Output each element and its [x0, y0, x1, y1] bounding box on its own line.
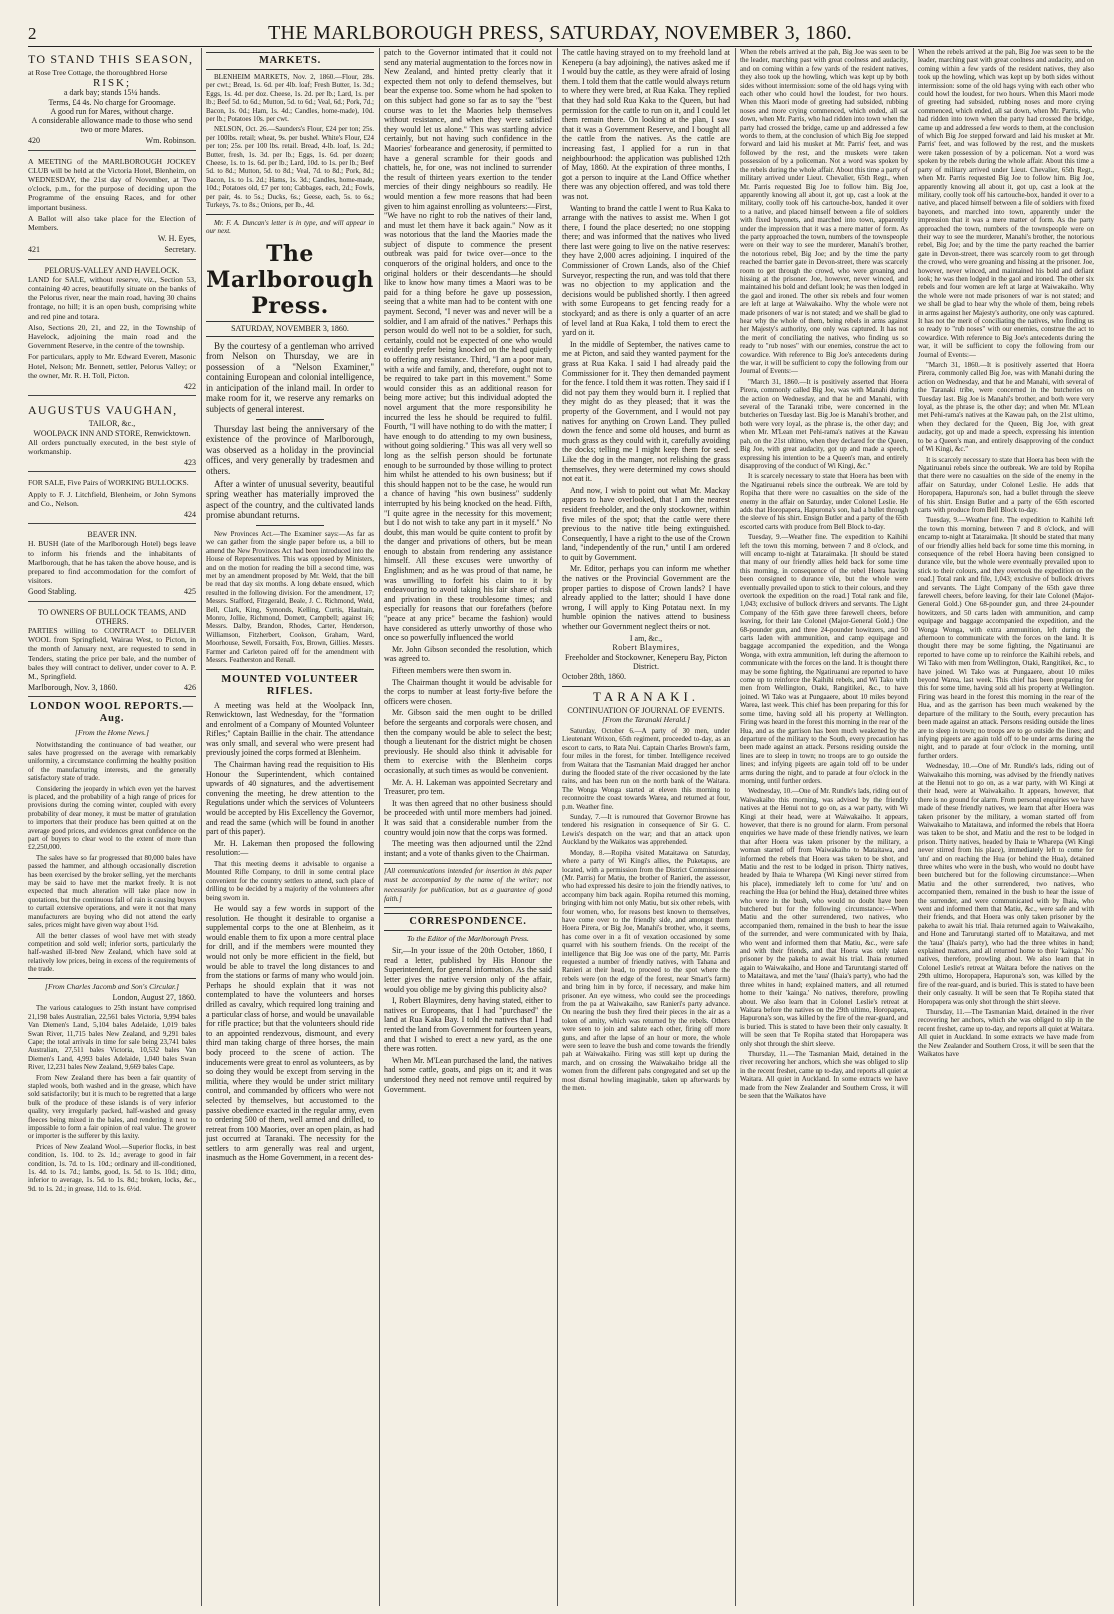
page-header — [28, 22, 1092, 47]
ad-heading: AUGUSTUS VAUGHAN, — [28, 403, 178, 418]
paragraph: "March 31, 1860.—It is positively asserted that Hoera Pirera, commonly called Big Joe, was with Manahi during the action on Wednesday, and that he and Manahi, with several of the Taranaki tribe, were concerned in the butcheries on Tuesday last. Big Joe is Manahi's brother, and both were very loyal, as the phrase is, the other day; and when Mr. M'Lean met Pehi-rama's natives at the Kawau pah, on the 21st ultimo, when they declared for the Queen, Big Joe, with great audacity, got up and made a speech, expressing his intention to be a Queen's man, and entirely disapproving of the conduct of Wi Kingi, &c." — [918, 361, 1094, 454]
source-line: [From the Home News.] — [75, 728, 149, 738]
ad-text: PARTIES willing to CONTRACT to DELIVER WOOL from Springfield, Wairau West, to Picton, in the month of January next, are requested to send in Tenders, stating the price per bale, and the number of bales they will contract to deliver, under cover to A. P. M., Springfield. — [28, 625, 196, 681]
article-rifles — [206, 701, 374, 1164]
article-rifles-cont — [384, 48, 552, 858]
paragraph: Sunday, 7.—It is rumoured that Governor Browne has tendered his resignation in consequence of Sir G. C. Lewis's despatch on the war; and that an attack upon Auckland by the Waikatos was apprehended. — [562, 813, 730, 847]
paragraph: And now, I wish to point out what Mr. Mackay appears to have overlooked, that I am the nearest resident freeholder, and the only stockowner, within five miles of the spot; that the cattle were there previous to the native title being extinguished. Consequently, I have a right to the use of the Crown land, "independently of the run," until I am ordered to quit by Government. — [562, 485, 730, 562]
ad-text: A MEETING of the MARLBOROUGH JOCKEY CLUB will be held at the Victoria Hotel, Blenheim, on WEDNESDAY, the 21st day of November, at Two o'clock, p.m., for the purpose of deciding upon the Programme of the ensuing Races, and for other important business. — [28, 156, 196, 212]
divider — [562, 686, 730, 687]
ad-text: a dark bay; stands 15¼ hands. — [63, 88, 161, 98]
paragraph: When the rebels arrived at the pah, Big Joe was seen to be the leader, marching past with great coolness and audacity, and on coming within a few yards of the resident natives, they also took up the howling, which was kept up by both sides without intermission: some of the old hags vying with each other who could howl the loudest, for two hours. When this Maori mode of greeting had subsided, rubbing noses and more crying commenced, which ended, all sat down, when Mr. Parris, who had ridden into town when the party had crossed the bridge, came up and addressed a few words to them, at the conclusion of which Big Joe stepped forward and laid his musket at Mr. Parris' feet, and was followed by the rest, and the muskets were taken possession of by a policeman. Not a word was spoken by the rebels during the whole affair. About this time a party of military arrived under Lieut. Chevalier, 65th Regt., when Mr. Parris requested Big Joe to follow him. Big Joe, apparently knowing all about it, got up, cast a look at the military, coolly took off his cartouche-box, handed it over to a native, and placed himself between a file of soldiers with fixed bayonets, and marched into town, apparently under the impression that it was a mere matter of form. As the party approached the town, numbers of the townspeople were on their way to see the murderer, Manahi's brother, the notorious rebel, Big Joe; and by the time the party reached the barrier gate in Devon-street, there was scarcely room to get through the crowd, who were groaning and hissing at the prisoner. Joe, however, never winced, and maintained his bold and defiant look; he was then lodged in the gaol and ironed. The other six rebels and four women are left at large at Waiwakaiho. Why the whole were not made prisoners of war is not stated; and we shall be glad to hear why the whole of them, being rebels in arms against her Majesty's authority, one only was captured. It has not the merit of conciliating the natives, who finding us so ready to "rub noses" with our enemies, construe the act to cowardice. With reference to Big Joe's antecedents during the war, it will be sufficient to copy the following from our Journal of Events:— — [740, 48, 908, 376]
ad-number: 425 — [184, 587, 196, 597]
issue-date: SATURDAY, NOVEMBER 3, 1860. — [206, 321, 374, 336]
column-1 — [28, 48, 196, 1606]
paragraph: Fifteen members were then sworn in. — [392, 666, 512, 675]
ad-role: Secretary. — [164, 245, 196, 255]
paragraph: It is scarcely necessary to state that Hoera has been with the Ngatiruanui rebels since the outbreak. We are told by Ropiha that there were no casualties on the side of the enemy in the affair on Saturday, under Colonel Leslie. He adds that Horopapera, Hapurona's son, had a bullet through the sleeve of his shirt. Ensign Butler and a party of the 65th escorted carts with produce from Bell Block to-day. — [740, 472, 908, 531]
letter-closing: I am, &c., — [629, 633, 663, 643]
column-rule — [557, 48, 558, 1606]
addressee: To the Editor of the Marlborough Press. — [407, 934, 529, 944]
ad-footer — [28, 245, 196, 254]
section-heading: CORRESPONDENCE. — [384, 913, 552, 931]
ad-number: 426 — [184, 683, 196, 693]
article-taranaki — [562, 727, 730, 1092]
ad-text: For particulars, apply to Mr. Edward Everett, Masonic Hotel, Nelson; Mr. Bennett, settler, Pelorus Valley; or the owner, Mr. R. H. Toll, Picton. — [28, 352, 196, 380]
article-taranaki-journal — [918, 48, 1094, 1058]
paragraph: BLENHEIM MARKETS, Nov. 2, 1860.—Flour, 28s. per cwt.; Bread, 1s. 6d. per 4lb. loaf; Fresh Butter, 1s. 3d.; Eggs, 1s. 4d. per doz. Cheese, 1s. 2d. per lb.; Lard, 1s. per lb.; Beef 5d. to 6d.; Mutton, 5d. to 6d.; Veal, 6d.; Pork, 7d.; Bacon, 1s. 0d.; Ham, 1s. 4d.; Candles, home-made), 10d. per lb.; Potatoes 10s. per cwt. — [206, 73, 374, 124]
ad-heading: TO STAND THIS SEASON, — [28, 52, 194, 66]
article-wool — [28, 741, 196, 1194]
column-3 — [384, 48, 552, 1606]
ad-number: 423 — [184, 458, 196, 468]
ad-text: LAND for SALE, without reserve, viz., Section 53, containing 40 acres, beautifully situate on the banks of the Pelorus river, near the main road, having 30 chains frontage, no hill; it is an open bush, comprising white and red pine and totara. — [28, 274, 196, 321]
divider — [206, 214, 374, 215]
column-rule — [735, 48, 736, 1606]
ad-text: Apply to F. J. Litchfield, Blenheim, or John Symons and Co., Nelson. — [28, 489, 196, 508]
ad-heading: PELORUS-VALLEY AND HAVELOCK. — [44, 265, 180, 275]
column-4 — [562, 48, 730, 1606]
divider — [256, 419, 323, 420]
ad-text: Also, Sections 20, 21, and 22, in the Township of Havelock, adjoining the main road and the Government Reserve, in the centre of the township. — [28, 322, 196, 351]
ad-signature: Wm. Robinson. — [145, 136, 196, 146]
paragraph: By the courtesy of a gentleman who arrived from Nelson on Thursday, we are in possession of a "Nelson Examiner," containing European and colonial intelligence, in anticipation of the inland mail. In order to make room for it, we reserve any remarks on subjects of general interest. — [206, 340, 374, 415]
ad-pelorus-land — [28, 263, 196, 397]
column-rule — [201, 48, 202, 1606]
ad-text: Terms, £4 4s. No charge for Groomage. — [48, 97, 176, 107]
ad-footer — [28, 587, 196, 596]
article-taranaki-cont — [740, 48, 908, 1100]
ad-wool-contract — [28, 605, 196, 698]
horse-name: RISK; — [92, 77, 132, 90]
column-rule — [379, 48, 380, 1606]
paragraph: In the middle of September, the natives came to me at Picton, and said they wanted payment for the grass at Rua Kaka. I said I had already paid the Commissioner for it. They then demanded payment for the fence. I told them it was rotten. They said if I did not pay them they would burn it. I replied that they might do as they pleased; that it was the property of the Government, and I would not pay natives for anything on Crown Land. They pulled down the fence and some old houses, and burnt as much grass as they could with it, carefully avoiding the docks; telling me I might keep them for seed. Like the dog in the manger, not relishing the grass themselves, they were determined my cows should not eat it. — [562, 339, 730, 484]
paragraph: Wanting to brand the cattle I went to Rua Kaka to arrange with the natives to assist me. When I got there, I found the place deserted; no one stopping there; and was informed that the natives who lived there last were going to live on the native reserves: they have 2,000 acres adjoining. I inquired of the Commissioner of Crown Lands, also of the Chief Surveyor, respecting the run, and was told that there was no objection to my application and the decisions would be published shortly. I then agreed with some Europeans to get fencing ready for a stockyard; and as there is only a quarter of an acre of level land at Rua Kaka, I told them to erect the yard on it. — [562, 203, 730, 338]
editor-notice: [All communications intended for insertion in this paper must be accompanied by the name of the writer; not necessarily for publication, but as a guarantee of good faith.] — [384, 863, 552, 908]
paragraph: Thursday last being the anniversary of the existence of the province of Marlborough, was observed as a holiday in the provincial offices, and very generally by tradesmen and others. — [206, 423, 374, 477]
paragraph: The Chairman thought it would be advisable for the corps to number at least forty-five before the officers were chosen. — [384, 677, 552, 706]
letter-title: Freeholder and Stockowner, Keneperu Bay, Picton District. — [564, 652, 727, 672]
paragraph: When the rebels arrived at the pah, Big Joe was seen to be the leader, marching past with great coolness and audacity, and on coming within a few yards of the resident natives, they also took up the howling, which was kept up by both sides without intermission: some of the old hags vying with each other who could howl the loudest, for two hours. When this Maori mode of greeting had subsided, rubbing noses and more crying commenced, which ended, all sat down, when Mr. Parris, who had ridden into town when the party had crossed the bridge, came up and addressed a few words to them, at the conclusion of which Big Joe stepped forward and laid his musket at Mr. Parris' feet, and was followed by the rest, and the muskets were taken possession of by a policeman. Not a word was spoken by the rebels during the whole affair. About this time a party of military arrived under Lieut. Chevalier, 65th Regt., when Mr. Parris requested Big Joe to follow him. Big Joe, apparently knowing all about it, got up, cast a look at the military, coolly took off his cartouche-box, handed it over to a native, and placed himself between a file of soldiers with fixed bayonets, and marched into town, apparently under the impression that it was a mere matter of form. As the party approached the town, numbers of the townspeople were on their way to see the murderer, Manahi's brother, the notorious rebel, Big Joe; and by the time the party reached the barrier gate in Devon-street, there was scarcely room to get through the crowd, who were groaning and hissing at the prisoner. Joe, however, never winced, and maintained his bold and defiant look; he was then lodged in the gaol and ironed. The other six rebels and four women are left at large at Waiwakaiho. Why the whole were not made prisoners of war is not stated; and we shall be glad to hear why the whole of them, being rebels in arms against her Majesty's authority, one only was captured. It has not the merit of conciliating the natives, who finding us so ready to "rub noses" with our enemies, construe the act to cowardice. With reference to Big Joe's antecedents during the war, it will be sufficient to copy the following from our Journal of Events:— — [918, 48, 1094, 359]
ad-text: A Ballot will also take place for the Election of Members. — [28, 213, 196, 233]
paragraph: Saturday, October 6.—A party of 30 men, under Lieutenant Wrixon, 65th regiment, proceeded to-day, as an escort to carts, to Rata Nui. Captain Charles Brown's farm, four miles in the forest, for timber. Intelligence received from Waitara that the Tasmanian Maid dragged her anchor during the flooded state of the river occasioned by the late rains, and has been run on the north bank of the Waitara. The Wonga Wonga started at eleven this morning to reconnoitre the coast towards Warea, and returned at four, p.m. Weather fine. — [562, 727, 730, 811]
paragraph: The various catalogues to 25th instant have comprised 21,198 bales Australian, 22,561 bales Victoria, 9,994 bales Van Diemen's Land, 5,104 bales Adelaide, 1,019 bales Swan River, 11,715 bales New Zealand, and 9,291 bales Cape; the total arrivals in time for sale being 23,741 bales Australian, 27,511 bales Victoria, 10,532 bales Van Diemen's Land, 4,993 bales Adelaide, 1,040 bales Swan River, 12,231 bales New Zealand, 9,669 bales Cape. — [28, 1004, 196, 1072]
paragraph: All the better classes of wool have met with steady competition and sold well; inferior sorts, particularly the half-washed ill-bred New Zealand, which have sold at relatively low prices, being in excess of the requirements of the trade. — [28, 931, 196, 974]
ad-footer — [28, 136, 196, 145]
paragraph: Mr. John Gibson seconded the resolution, which was agreed to. — [384, 644, 552, 664]
paragraph: It is scarcely necessary to state that Hoera has been with the Ngatiruanui rebels since the outbreak. We are told by Ropiha that there were no casualties on the side of the enemy in the affair on Saturday, under Colonel Leslie. He adds that Horopapera, Hapurona's son, had a bullet through the sleeve of his shirt. Ensign Butler and a party of the 65th escorted carts with produce from Bell Block to-day. — [918, 455, 1094, 514]
column-rule — [913, 48, 914, 1606]
paragraph: It was then agreed that no other business should be proceeded with until more members had joined. It was said that a considerable number from the country would join now that the corps was formed. — [384, 798, 552, 837]
letter-date: October 28th, 1860. — [562, 672, 626, 681]
resolution: That this meeting deems it advisable to organise a Mounted Rifle Company, to drill in some central place convenient for the country settlers to attend, such place of drilling to be decided by a majority of the volunteers after being sworn in. — [206, 860, 374, 902]
letter-cont — [562, 48, 730, 682]
ad-number: 421 — [28, 245, 40, 255]
column-5 — [740, 48, 908, 1606]
paragraph: The meeting was then adjourned until the 22nd instant; and a vote of thanks given to the Chairman. — [384, 839, 552, 858]
ad-text: FOR SALE, Five Pairs of WORKING BULLOCKS. — [28, 478, 189, 488]
section-heading: TARANAKI. — [592, 688, 700, 704]
letter — [384, 946, 552, 1094]
ad-number: 422 — [184, 382, 196, 392]
paragraph: NELSON, Oct. 26.—Saunders's Flour, £24 per ton; 25s. per 100lbs. retail; wheat, 9s. per bushel. White's Flour, £24 per ton; 25s. per 100 lbs. retail. Bread, 4-lb. loaf, 1s. 2d.; Butter, fresh, 1s. 3d. per lb.; Eggs, 1s. 6d. per dozen; Cheese, 1s. to 1s. 6d. per lb.; Lard, 10d. to 1s. per lb.; Beef 5d. to 8d.; Mutton, 5d. to 8d.; Veal, 7d. to 8d.; Pork, 8d.; Bacon, 1s. to 1s. 2d.; Hams, 1s. 3d.; Candles, home-made, 10d.; Potatoes old, £7 per ton; Cabbages, each, 2d.; Fowls, per pair, 4s. to 5s.; Ducks, 6s.; Geese, each, 5s. to 6s.; Turkeys, 7s. to 8s.; Onions, per lb., 4d. — [206, 125, 374, 210]
ad-text: WOOLPACK INN AND STORE, Renwicktown. — [33, 428, 191, 438]
paragraph: Notwithstanding the continuance of bad weather, our sales have progressed on the average with remarkably uniformity, a circumstance confirming the healthy position of the manufacturing interests, and the generally satisfactory state of trade. — [28, 740, 196, 783]
paragraph: Mr. Editor, perhaps you can inform me whether the natives or the Provincial Government are the proper parties to dispose of Crown lands? I have already applied to the latter; should I have done wrong, I will apply to King Potatau next. In my humble opinion the natives attend to business whether our Government neglect theirs or not. — [562, 564, 730, 632]
paragraph: He would say a few words in support of the resolution. He thought it desirable to organise a supplemental corps to the one at Blenheim, as it would enable them to fix upon a more central place for drill, and if the members were mounted they would not only be more efficient in the field, but would be able to travel the long distances to and from the stations or farms of many who would join. Perhaps he should explain that it was not contemplated to have the volunteers and horses drilled as cavalry, which required long training and a particular class of horse, and would be unavailable for rifle practice; but that the volunteers should ride to an appointed rendezvous, dismount, and every third man taking charge of three horses, the main body proceed to the scene of action. The inducements were great to enrol as volunteers, as by so doing they would be except from serving in the militia, where they would be under strict military control, and commanded by officers who were not selected by themselves, but accustomed to the passive obedience exacted in the regular army, even to ordering 500 of them, well armed and drilled, to retreat from 100 Maories, over an open plain, as had just occurred at Taranaki. The necessity for the settlers to arm generally was real and urgent, inasmuch as the Home Government, in a recent des- — [206, 904, 374, 1163]
paragraph: The Chairman having read the requisition to His Honour the Superintendent, which contained upwards of 40 signatures, and the advertisement convening the meeting, he drew attention to the Regulations under which the services of Volunteers would be accepted by His Excellency the Governor, and read the same (which will be found in another part of this paper). — [206, 760, 374, 837]
ad-heading: TO OWNERS OF BULLOCK TEAMS, AND OTHERS. — [37, 607, 187, 626]
paragraph: Sir,—In your issue of the 20th October, 1860, I read a letter, published by His Honour the Superintendent, for general information. As the said letter gives the native version only of the affair, would you oblige me by giving this publicity also? — [384, 946, 552, 994]
ad-number: 420 — [28, 136, 40, 146]
paragraph: After a winter of unusual severity, beautiful spring weather has materially improved the aspect of the country, and the cultivated lands promise abundant returns. — [206, 478, 374, 521]
ad-text: Good Stabling. — [28, 587, 77, 597]
paragraph: Thursday, 11.—The Tasmanian Maid, detained in the river recovering her anchors, which she was obliged to slip in the recent freshet, came up to-day, and reports all quiet at Waitara. All quiet in Auckland. In some extracts we have made from the New Zealander and Southern Cross, it will be seen that the Waikatos have — [918, 1007, 1094, 1058]
paragraph: Thursday, 11.—The Tasmanian Maid, detained in the river recovering her anchors, which she was obliged to slip in the recent freshet, came up to-day, and reports all quiet at Waitara. All quiet in Auckland. In some extracts we have made from the New Zealander and Southern Cross, it will be seen that the Waikatos have — [740, 1049, 908, 1100]
markets — [206, 73, 374, 210]
paragraph: I, Robert Blaymires, deny having stated, either to natives or Europeans, that I had "purchased" the land at Rua Kaka Bay. I told the natives that I had rented the land from Government for fourteen years, and that I wished to erect a new yard, as the one there was rotten. — [384, 996, 552, 1054]
ad-text: H. BUSH (late of the Marlborough Hotel) begs leave to inform his friends and the inhabitants of Marlborough, that he has taken the above house, and is prepared to find accommodation for the comfort of visitors. — [28, 539, 196, 586]
page-number: 2 — [28, 24, 37, 43]
masthead: THE MARLBOROUGH PRESS, SATURDAY, NOVEMBER 3, 1860. — [268, 22, 852, 44]
ad-stallion — [28, 48, 196, 151]
divider — [256, 525, 323, 526]
paragraph: A meeting was held at the Woolpack Inn, Renwicktown, last Wednesday, for the "formation and enrolment of a Company of Mounted Volunteer Rifles;" Captain Baillie in the chair. The attendance was only small, and several who were present had previously joined the corps formed at Blenheim. — [206, 700, 374, 758]
ad-text: All orders punctually executed, in the best style of workmanship. — [28, 437, 196, 456]
ad-text: A good run for Mares, without charge. — [50, 106, 174, 116]
paragraph: From New Zealand there has been a fair quantity of stapled wools, both washed and in the grease, which have sold satisfactorily; but it is much to be regretted that a large bulk of the produce of these islands is of very inferior quality, very irregularly packed, half-washed and greasy fleeces being mixed in the bales, and rendering it next to impossible to form a fair opinion of real value. The grower or importer is the sufferer by this laxity. — [28, 1073, 196, 1141]
paragraph: New Provinces Act.—The Examiner says:—As far as we can gather from the single paper before us, a bill to amend the New Provinces Act had been introduced into the House of Representatives. This was opposed by Ministers, and on the motion for reading the bill a second time, was met by an amendment proposed by Mr. Weld, that the bill be read that day six months. A long debate ensued, which resulted in the following division. For the amendment, 17; Messrs. Stafford, Fitzgerald, Beale, J. C. Richmond, Weld, Bell, Clark, King, Symonds, Kelling, Curtis, Haultain, Monro, Jollie, Richmond, Domett, Campbell; against 16; Messrs. Dalby, Brandon, Rhodes, Carter, Henderson, Williamson, Fitzherbert, Cookson, Graham, Ward, Moorhouse, Sewell, Forsaith, Fox, Brown, Gillies. Messrs. Farmer and Carleton paired off for the amendment with Messrs. Featherston and Renall. — [206, 530, 374, 665]
paragraph: Wednesday, 10.—One of Mr. Rundle's lads, riding out of Waiwakaiho this morning, was advised by the friendly natives at the Henui not to go on, as a war party, with Wi Kingi at their head, were at Waiwakaiho. It appears, however, that there is no ground for alarm. From personal enquiries we have made of these friendly natives, we learn that after Hoera was taken prisoner by the military, a woman started off from Waiwakaiho to Mataitawa, and informed the rebels that Hoera was taken to be shot, and Matiu and the rest to be lodged in prison. Thirty natives, headed by Ihaia te Wharepa (Wi Kingi never stirred from his place), immediately left to come for 'utu' and on reaching the Hua (or behind the Hua), detained three whites who were in the bush, who would no doubt have been butchered but for the following circumstance:—When Matiu and the other surrendered, two natives, who accompanied them, remained in the bush to hear the issue of the surrender, and were communicated with by Ihaia, who went and informed them that Matiu, &c., were safe and with their friends, and that Hoera was only taken prisoner by the pakeha to await his trial. Ihaia returned again to Waiwakaiho, and Hone and Tarurutangi started off to Mataitawa, and met the 'taua' (Ihaia's party), who had the three whites in hand; explained matters, and all returned home to their 'kainga.' No natives, therefore, prowling about. We also learn that in Colonel Leslie's retreat at Waitara before the natives on the 29th ultimo, Horopapera, Hapurona's son, was killed by the fire of the rear-guard, and is buried. This is stated to have been their only casualty. It will be seen that Te Ropiha stated that Horopapera was only shot through the shirt sleeve. — [740, 787, 908, 1048]
paragraph: Mr. A. H. Lakeman was appointed Secretary and Treasurer, pro tem. — [384, 777, 552, 797]
column-2 — [206, 48, 374, 1606]
source-line: [From Charles Jacomb and Son's Circular.] — [45, 981, 179, 991]
ad-beaver-inn — [28, 527, 196, 601]
paragraph: Considering the jeopardy in which even yet the harvest is placed, and the probability of a high range of prices for provisions during the coming winter, coupled with every probability of dear money, it must be matter of gratulation to importers that their produce has been quitted at on the average good prices, and evidences great confidence on the part of buyers to clear wool to the extent of more than £2,250,000. — [28, 784, 196, 852]
ad-jockey-club — [28, 154, 196, 260]
ad-signature: W. H. Eyes, — [157, 234, 196, 244]
ad-tailor — [28, 399, 196, 472]
paragraph: The cattle having strayed on to my freehold land at Keneperu (a bay adjoining), the natives asked me if I would buy the cattle, as they were afraid of losing them. I told them that the cattle would always return to where they were bred, at Rua Kaka. They replied that they had sold Rua Kaka to the Queen, but had permission for the cattle to run on it, and I could let them remain there. On looking at the plan, I saw that it was a Government Reserve, and I bought all the cattle from the natives. As the cattle are increasing fast, I applied for a run in that neighbourhood: the application was published 12th of May, 1860. At the expiration of three months, I got a person to inquire at the Land Office whether there was any objection offered, and was told there was not. — [562, 48, 730, 201]
section-heading: MOUNTED VOLUNTEER RIFLES. — [221, 673, 359, 697]
paragraph: When Mr. M'Lean purchased the land, the natives had some cattle, goats, and pigs on it; and it was understood they need not remove until required by Government. — [384, 1055, 552, 1094]
ad-text: at Rose Tree Cottage, the thoroughbred Horse — [28, 68, 168, 77]
dateline: London, August 27, 1860. — [112, 992, 196, 1002]
paragraph: patch to the Governor intimated that it could not send any material augmentation to the forces now in New Zealand, and hinted pretty clearly that it expected them not only to defend themselves, but bear the expense too. Some whom he had spoken to on this subject had gone so far as to say the "best course was to let the Maories help themselves without resistance, and when they were satisfied they would let us alone." This was startling advice certainly, but not having such confidence in the Maories' forbearance and generosity, if permitted to have a general scramble for their goods and chattels, he, for one, was not inclined to surrender the result of thirteen years exertion to the tender mercies of their dingy neighbours so readily. He would mention a few more reasons that had been given to him against enrolling as volunteers:—First, "We have no right to rob the natives of their land, and must let them have it back again." Now as it was notorious that the land the Maories made the subject of dispute to commence the present outbreak was paid for twice over—once to the conquerors of the original holders, and once to the original holders or their descendants—he should like to know how many times a Maori was to be paid for a thing before he gave up possession, seeing that a white man had to be content with one payment. Second, "I never was and never will be a soldier, and I am afraid of the natives." Perhaps this person would do well not to be a soldier, for such, certainly, could not be expected of one who would evidently prefer being knocked on the head quietly to offering any resistance. Third, "I am a poor man, with a wife and family, and, therefore, ought not to be required to take part in this movement." Some would consider this as an additional reason for being more active; but this individual adopted the novel argument that the more responsibility he incurred the less he should be required to fulfil. Fourth, "I will have nothing to do with the matter; I have enough to do attending to my own business, without going soldiering." This was all very well so long as the selfish person should be fortunate enough to be surrounded by those willing to protect him whilst he attended to his own business; but if this should happen not to be the case, he would run a chance of having "his own business" suddenly interrupted by his being knocked on the head. Fifth, "I quite agree in the necessity for this movement; but I do not wish to take any part in it myself." No doubt, this man would be quite content to profit by the danger and privations of others, but be mean enough to abstain from rendering any assistance himself. All these excuses were unworthy of Englishmen; and as he was proud of that name, he was unwilling to forfeit his claim to it by endeavouring to avoid taking his fair share of risk and privation in these troublesome times; and especially for reasons that our forefathers (before "peace at any price" became the fashion) would have considered as utterly unworthy of those who once so powerfully influenced the world — [384, 48, 552, 643]
paragraph: Tuesday, 9.—Weather fine. The expedition to Kaihihi left the town this morning, between 7 and 8 o'clock, and will encamp to-night at Tataraimaka. [It should be stated that many of our friendly allies held back for some time this morning, in consequence of the rebel Hoera having been consigned to durance vile, but the whole were eventually prevailed upon to stick to their colours, and they overtook the expedition on the road.] Total rank and file, 1,043; exclusive of bullock drivers and servants. The Light Company of the 65th gave three farewell cheers, before leaving, for their late Colonel (Major-General Gold.) One 68-pounder gun, and three 24-pounder howitzers, and 50 carts laden with ammunition, and camp equipage and baggage accompanied the expedition, and the Wonga Wonga, with extra ammunition, left during the afternoon to communicate with the forces on the land. It is thought there may be some fighting, the Ngatiruanui are reported to have come up to reinforce the Kaihihi rebels, and Wi Tako with men from Wellington, Otaki, Rangitikei, &c., to have joined. Wi Tako was at Pungaaere, about 10 miles beyond Warea, last week. This chief has been preparing for this for some time, having sold all his property at Wellington. Firing was heard in the forest this morning in the rear of the Hua, and as the garrison has been much weakened by the departure of the military to the South, every precaution has been made against an attack. Persons residing outside the lines are to sleep in town; no troops are to go outside the lines; and infying pigeets are again told off to be under arms during the night, and to parade at four o'clock in the morning, until further orders. — [740, 533, 908, 785]
section-heading: LONDON WOOL REPORTS.—Aug. — [30, 701, 194, 725]
divider — [28, 978, 196, 979]
ad-heading: BEAVER INN. — [87, 530, 137, 540]
column-6 — [918, 48, 1094, 1606]
paragraph: The sales have so far progressed that 80,000 bales have passed the hammer, and although occasionally discretion has been exercised by the broker selling, yet the merchants may be said to have met the market freely. It is not expected that much alteration will take place now in quotations, but the continuous fall of rain is causing buyers to curtail extensive operations, and were it not that many manufacturers are buying who did not attend the early sales, prices might have given way about 1½d. — [28, 853, 196, 930]
newspaper-title: The Marlborough Press. — [206, 241, 374, 320]
divider — [206, 669, 374, 670]
paragraph: Mr. Gibson said the men ought to be drilled before the sergeants and corporals were chosen, and then the company would be able to select the best; though a lieutenant for the district might be chosen previously. He should also think it advisable for them to exercise with the Blenheim corps occasionally, at such times as would be convenient. — [384, 708, 552, 775]
source-line: [From the Taranaki Herald.] — [601, 714, 691, 724]
paragraph: Wednesday, 10.—One of Mr. Rundle's lads, riding out of Waiwakaiho this morning, was advised by the friendly natives at the Henui not to go on, as a war party, with Wi Kingi at their head, were at Waiwakaiho. It appears, however, that there is no ground for alarm. From personal enquiries we have made of these friendly natives, we learn that after Hoera was taken prisoner by the military, a woman started off from Waiwakaiho to Mataitawa, and informed the rebels that Hoera was taken to be shot, and Matiu and the rest to be lodged in prison. Thirty natives, headed by Ihaia te Wharepa (Wi Kingi never stirred from his place), immediately left to come for 'utu' and on reaching the Hua (or behind the Hua), detained three whites who were in the bush, who would no doubt have been butchered but for the following circumstance:—When Matiu and the other surrendered, two natives, who accompanied them, remained in the bush to hear the issue of the surrender, and were communicated with by Ihaia, who went and informed them that Matiu, &c., were safe and with their friends, and that Hoera was only taken prisoner by the pakeha to await his trial. Ihaia returned again to Waiwakaiho, and Hone and Tarurutangi started off to Mataitawa, and met the 'taua' (Ihaia's party), who had the three whites in hand; explained matters, and all returned home to their 'kainga.' No natives, therefore, prowling about. We also learn that in Colonel Leslie's retreat at Waitara before the natives on the 29th ultimo, Horopapera, Hapurona's son, was killed by the fire of the rear-guard, and is buried. This is stated to have been their only casualty. It will be seen that Te Ropiha stated that Horopapera was only shot through the shirt sleeve. — [918, 762, 1094, 1006]
paragraph: "March 31, 1860.—It is positively asserted that Hoera Pirera, commonly called Big Joe, was with Manahi during the action on Wednesday, and that he and Manahi, with several of the Taranaki tribe, were concerned in the butcheries on Tuesday last. Big Joe is Manahi's brother, and both were very loyal, as the phrase is, the other day; and when Mr. M'Lean met Pehi-rama's natives at the Kawau pah, on the 21st ultimo, when they declared for the Queen, Big Joe, with great audacity, got up and made a speech, expressing his intention to be a Queen's man, and entirely disapproving of the conduct of Wi Kingi, &c." — [740, 377, 908, 470]
section-subheading: CONTINUATION OF JOURNAL OF EVENTS. — [567, 705, 725, 715]
paragraph: Monday, 8.—Ropiha visited Mataitawa on Saturday, where a party of Wi Kingi's allies, the Puketapus, are located, with a permission from the District Commissioner (Mr. Parris) for Matiu, the brother of Ranieri, the assessor, who had expressed his desire to join the friendly natives, to accompany him back again. Ropiha returned this morning, bringing with him not only Matiu, but six other rebels, with four women, who, for reasons best known to themselves, have come over to the friendly side, and amongst them Hoera Pirera, or Big Joe, Manahi's brother, who, it seems, has come over in a fit of vexation occasioned by some quarrel with his southern friends. On the receipt of the intelligence that Big Joe was one of the party, Mr. Parris requested a number of friendly natives, with Tahana and Ranieri at their head, to proceed to the spot where the rebels were (on the edge of the forest, near Smart's farm) and bring him in by force, if necessary, and make him prisoner. An eye witness, who could see the proceedings from the pa at Waiwakaiho, saw Ranieri's party advance. On nearing the bush they fired their pieces in the air as a token of amity, which was returned by the rebels. Others were seen to join and salute each other, firing off more guns, and after the lapse of an hour or more, the whole were seen to leave the bush and come towards the friendly pah at Waiwakaiho. Firing was still kept up during the march, and on crossing the Waiwakaiho bridge all the women from the different pahs congregated and set up the most dismal howling imaginable, taken up afterwards by the men. — [562, 848, 730, 1093]
editorial — [206, 341, 374, 527]
editor-notice: Mr. F. A. Duncan's letter is in type, and will appear in our next. — [206, 218, 374, 235]
section-heading: MARKETS. — [206, 52, 374, 70]
ad-bullocks — [28, 475, 196, 524]
ad-date: Marlborough, Nov. 3, 1860. — [28, 683, 118, 693]
letter-signature: Robert Blaymires, — [612, 643, 680, 653]
ad-number: 424 — [184, 509, 196, 519]
ad-text: A considerable allowance made to those who send two or more Mares. — [31, 116, 193, 135]
paragraph: Mr. H. Lakeman then proposed the following resolution:— — [206, 838, 374, 858]
ad-footer — [28, 683, 196, 692]
paragraph: Tuesday, 9.—Weather fine. The expedition to Kaihihi left the town this morning, between 7 and 8 o'clock, and will encamp to-night at Tataraimaka. [It should be stated that many of our friendly allies held back for some time this morning, in consequence of the rebel Hoera having been consigned to durance vile, but the whole were eventually prevailed upon to stick to their colours, and they overtook the expedition on the road.] Total rank and file, 1,043; exclusive of bullock drivers and servants. The Light Company of the 65th gave three farewell cheers, before leaving, for their late Colonel (Major-General Gold.) One 68-pounder gun, and three 24-pounder howitzers, and 50 carts laden with ammunition, and camp equipage and baggage accompanied the expedition, and the Wonga Wonga, with extra ammunition, left during the afternoon to communicate with the forces on the land. It is thought there may be some fighting, the Ngatiruanui are reported to have come up to reinforce the Kaihihi rebels, and Wi Tako with men from Wellington, Otaki, Rangitikei, &c., to have joined. Wi Tako was at Pungaaere, about 10 miles beyond Warea, last week. This chief has been preparing for this for some time, having sold all his property at Wellington. Firing was heard in the forest this morning in the rear of the Hua, and as the garrison has been much weakened by the departure of the military to the South, every precaution has been made against an attack. Persons residing outside the lines are to sleep in town; no troops are to go outside the lines; and infying pigeets are again told off to be under arms during the night, and to parade at four o'clock in the morning, until further orders. — [918, 516, 1094, 760]
ad-text: TAILOR, &c., — [88, 419, 136, 429]
columns — [28, 48, 1094, 1608]
paragraph: Prices of New Zealand Wool.—Superior flocks, in best condition, 1s. 10d. to 2s. 1d.; average to good in fair condition, 1s. 7d. to 1s. 10d.; ordinary and ill-conditioned, 1s. 4d. to 1s. 7d.; lambs, good, 1s. 5d. to 1s. 10d.; ditto, inferior to average, 1s. 5d. to 1s. 8d.; broken, locks, &c., 9d. to 1s. 2d.; in grease, 11d. to 1s. 6½d. — [28, 1142, 196, 1193]
